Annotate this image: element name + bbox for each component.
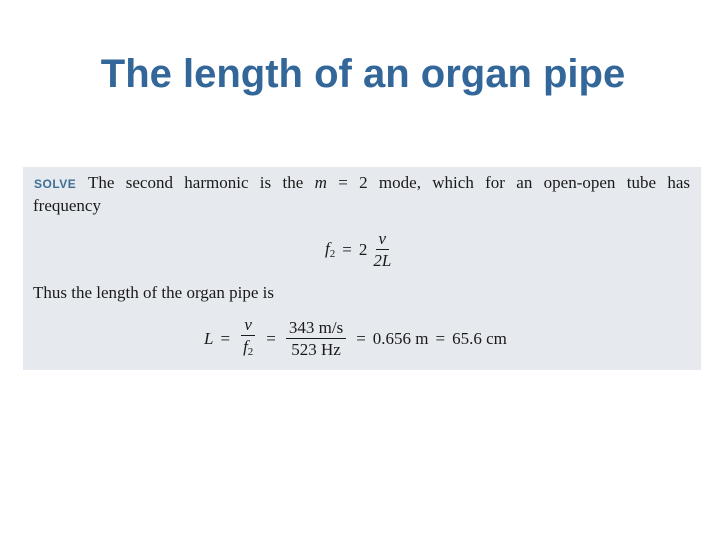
equation-lhs: L [204, 328, 214, 348]
fraction-denominator: 523 Hz [291, 340, 341, 359]
equation-lhs: $f_2$ [325, 239, 336, 260]
equals-sign: = [342, 239, 352, 259]
equals-sign: = [220, 328, 231, 348]
variable-m: m [314, 173, 327, 192]
fraction-values [286, 318, 346, 359]
fraction-numerator: v [241, 315, 255, 336]
fraction-numerator: v [376, 229, 390, 250]
solve-label: SOLVE [34, 177, 77, 191]
fraction-denominator: 2L [373, 251, 392, 270]
solution-text-line-2: frequency [33, 196, 101, 215]
solution-text-line-1: The second harmonic is the m = 2 mode, which for an open-open tube has [88, 173, 690, 192]
equals-sign: = [356, 328, 366, 348]
result-meters: 0.656 m [372, 328, 429, 348]
result-centimeters: 65.6 cm [452, 328, 507, 348]
equation-length [204, 315, 507, 362]
slide-title: The length of an organ pipe [100, 52, 626, 96]
coefficient: 2 [358, 239, 368, 259]
fraction-v-over-2L [370, 229, 394, 270]
equation-frequency [325, 229, 397, 270]
fraction-v-over-f2 [240, 315, 256, 362]
equals-sign: = [435, 328, 446, 348]
equals-sign: = [266, 328, 276, 348]
fraction-numerator: 343 m/s [286, 318, 346, 339]
solution-panel [23, 167, 701, 370]
fraction-denominator: $f_2$ [243, 337, 254, 358]
solution-text-line-3: Thus the length of the organ pipe is [33, 283, 274, 302]
